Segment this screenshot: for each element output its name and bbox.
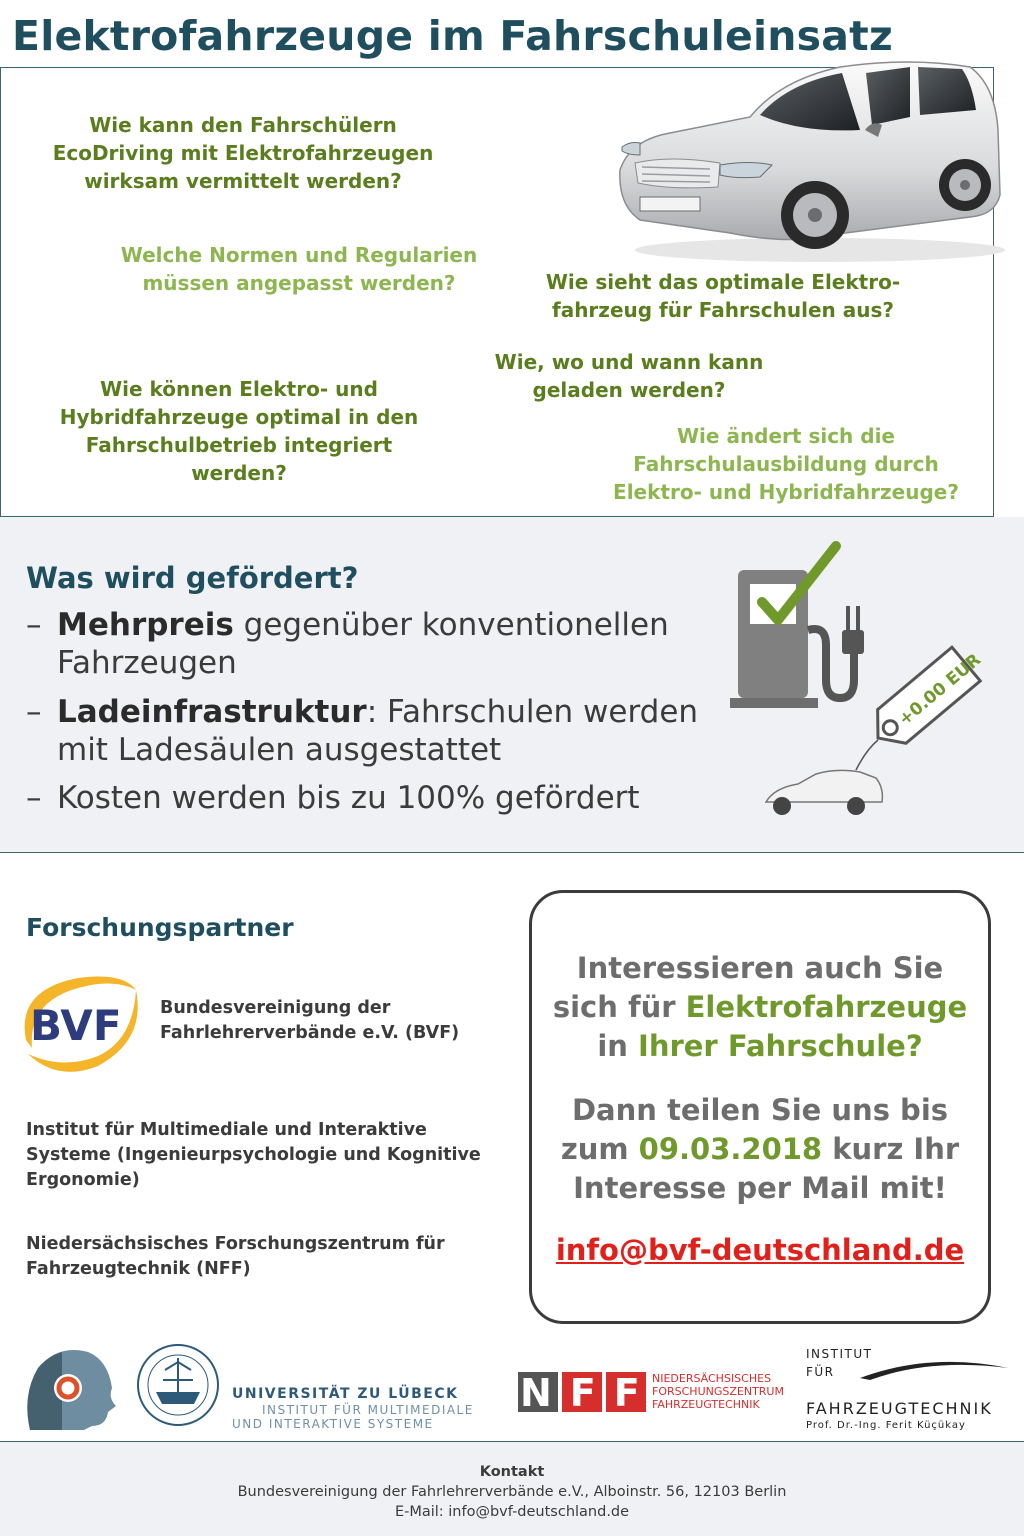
svg-text:FORSCHUNGSZENTRUM: FORSCHUNGSZENTRUM <box>652 1385 784 1398</box>
question-charging: Wie, wo und wann kann geladen werden? <box>494 350 764 402</box>
question-norms: Welche Normen und Regularien müssen angepasst werden? <box>120 243 478 295</box>
svg-text:Prof. Dr.-Ing. Ferit Küçükay: Prof. Dr.-Ing. Ferit Küçükay <box>806 1420 966 1431</box>
cta-email-link[interactable]: info@bvf-deutschland.de <box>555 1233 965 1267</box>
question-ecodriving: Wie kann den Fahrschülern EcoDriving mit Elektrofahrzeugen wirksam vermittelt werden? <box>52 113 434 193</box>
cta-line-3: in Ihrer Fahrschule? <box>597 1029 923 1063</box>
list-dash: – <box>26 694 42 730</box>
cta-line-2: sich für Elektrofahrzeuge <box>552 990 968 1024</box>
logo-bar <box>0 1340 1024 1440</box>
page-title: Elektrofahrzeuge im Fahrschuleinsatz <box>12 12 893 60</box>
svg-text:FÜR: FÜR <box>806 1365 835 1379</box>
cta-line-1: Interessieren auch Sie <box>576 951 944 985</box>
svg-text:UNIVERSITÄT ZU LÜBECK: UNIVERSITÄT ZU LÜBECK <box>232 1386 459 1402</box>
imis-head-logo <box>27 1350 116 1430</box>
car-illustration <box>610 55 1010 270</box>
question-integration: Wie können Elektro- und Hybridfahrzeuge optimal in den Fahrschulbetrieb integriert werden? <box>59 377 419 485</box>
institut-fahrzeugtechnik-logo <box>806 1347 1008 1431</box>
partner-nff: Niedersächsisches Forschungszentrum für Fahrzeugtechnik (NFF) <box>26 1234 445 1279</box>
svg-text:NFF: NFF <box>520 1371 658 1415</box>
svg-text:INSTITUT FÜR MULTIMEDIALE: INSTITUT FÜR MULTIMEDIALE <box>262 1403 474 1417</box>
cta-line-6: Interesse per Mail mit! <box>573 1171 947 1205</box>
list-dash: – <box>26 780 42 816</box>
footer-address: Bundesvereinigung der Fahrlehrerverbände e.V., Alboinstr. 56, 12103 Berlin <box>237 1484 787 1500</box>
price-tag-text: +0.00 EUR <box>894 649 985 730</box>
footer-email[interactable]: E-Mail: info@bvf-deutschland.de <box>394 1504 630 1520</box>
svg-text:BVF: BVF <box>30 1001 122 1050</box>
svg-text:INSTITUT: INSTITUT <box>806 1347 873 1361</box>
funding-title: Was wird gefördert? <box>26 561 359 595</box>
svg-text:NIEDERSÄCHSISCHES: NIEDERSÄCHSISCHES <box>652 1372 772 1385</box>
bvf-logo <box>18 970 143 1075</box>
call-to-action-box <box>529 890 991 1324</box>
question-optimal-vehicle: Wie sieht das optimale Elektro- fahrzeug für Fahrschulen aus? <box>545 270 901 322</box>
question-training-change: Wie ändert sich die Fahrschulausbildung durch Elektro- und Hybridfahrzeuge? <box>613 424 959 504</box>
svg-text:FAHRZEUGTECHNIK: FAHRZEUGTECHNIK <box>806 1399 993 1418</box>
footer <box>0 1441 1024 1536</box>
svg-text:UND INTERAKTIVE SYSTEME: UND INTERAKTIVE SYSTEME <box>232 1417 434 1431</box>
partner-imis: Institut für Multimediale und Interaktive Systeme (Ingenieurpsychologie und Kognitive Ergonomie) <box>26 1120 481 1190</box>
footer-title: Kontakt <box>479 1464 545 1480</box>
plug-icon <box>842 630 864 654</box>
cta-line-4: Dann teilen Sie uns bis <box>571 1093 949 1127</box>
cta-line-5: zum 09.03.2018 kurz Ihr <box>560 1132 960 1166</box>
funding-item-mehrpreis: – Mehrpreis gegenüber konventionellen Fahrzeugen <box>26 607 669 681</box>
partner-bvf: Bundesvereinigung der Fahrlehrerverbände e.V. (BVF) <box>160 998 460 1043</box>
funding-item-ladeinfrastruktur: – Ladeinfrastruktur: Fahrschulen werden mit Ladesäulen ausgestattet <box>26 694 699 768</box>
partners-title: Forschungspartner <box>26 913 294 942</box>
list-dash: – <box>26 607 42 643</box>
svg-text:FAHRZEUGTECHNIK: FAHRZEUGTECHNIK <box>652 1398 760 1411</box>
funding-item-kosten: – Kosten werden bis zu 100% gefördert <box>26 780 640 816</box>
nff-logo <box>518 1371 784 1415</box>
uni-luebeck-seal <box>138 1345 218 1425</box>
charging-station-graphic <box>726 540 1006 830</box>
